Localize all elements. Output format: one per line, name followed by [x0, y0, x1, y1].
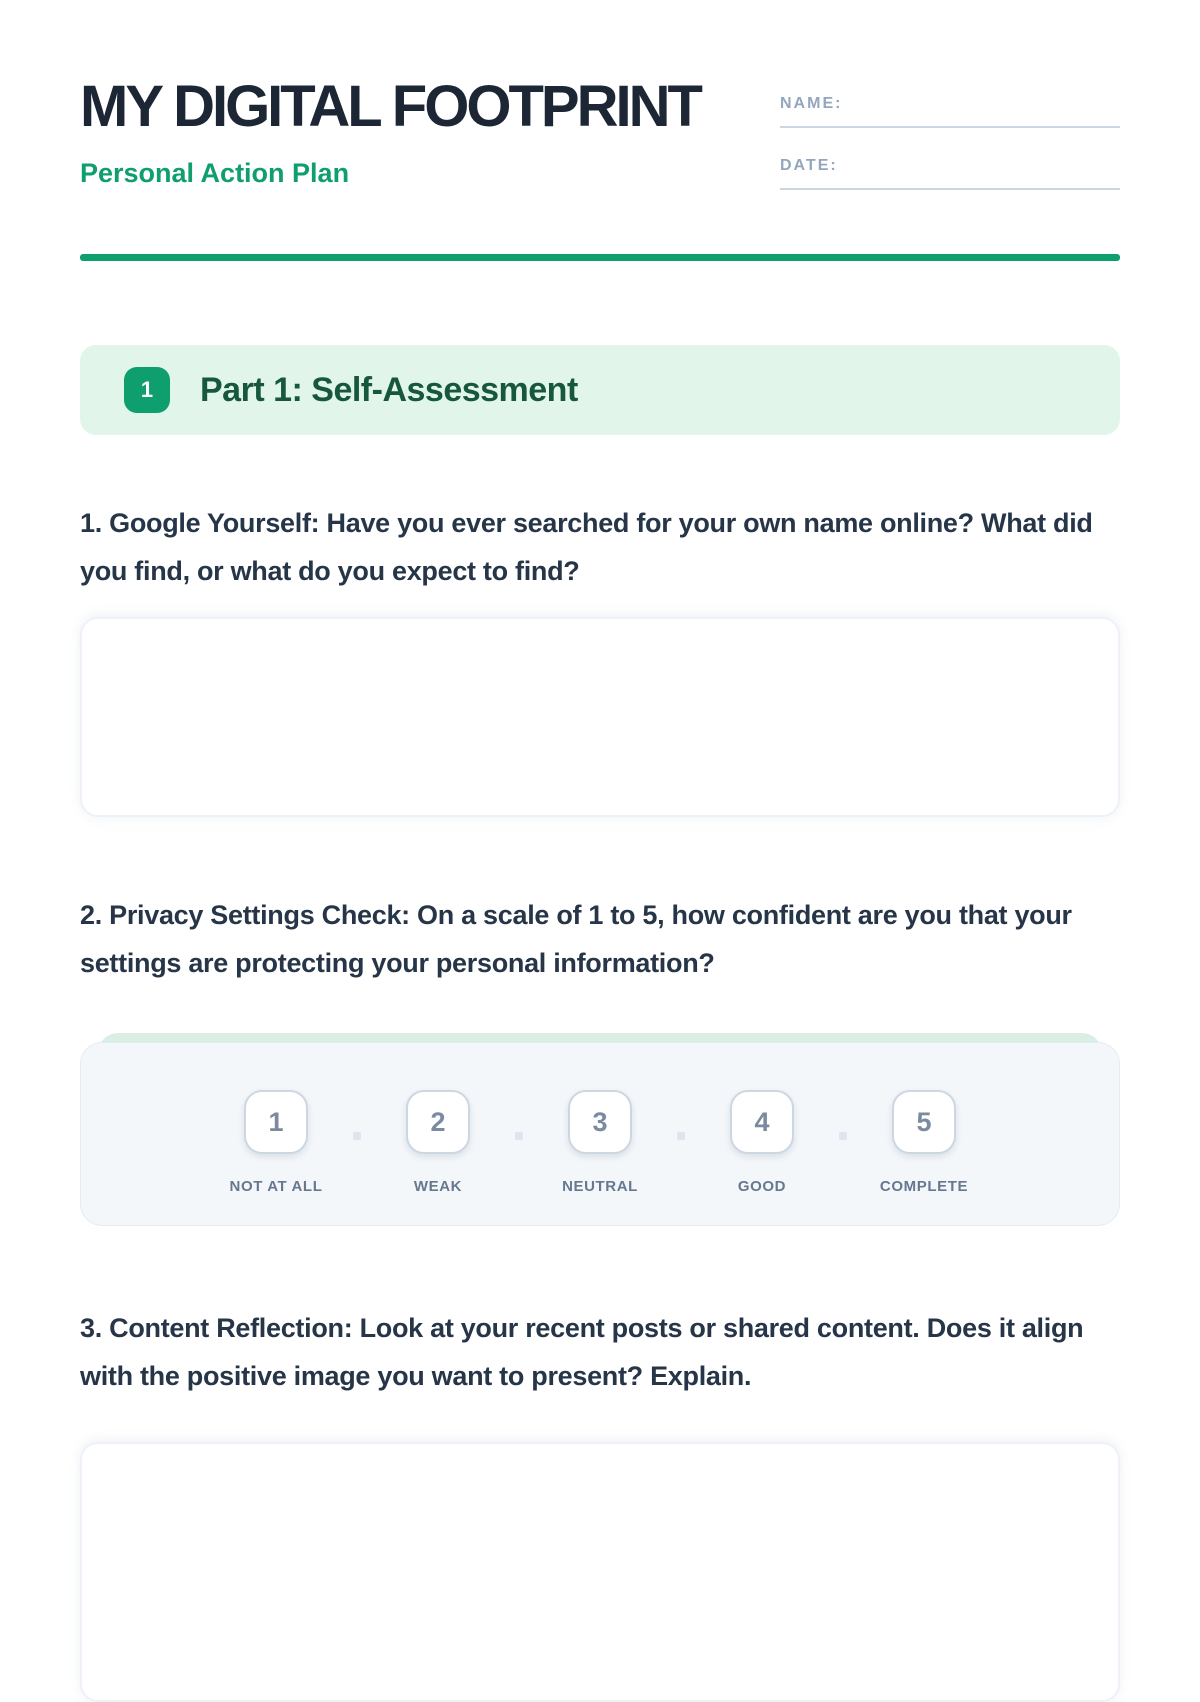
rating-button-3[interactable]: 3	[568, 1090, 632, 1154]
page-subtitle: Personal Action Plan	[80, 158, 350, 188]
question-1-text: 1. Google Yourself: Have you ever searched for your own name online? What did you find, or what do you expect to find?	[80, 508, 1093, 586]
rating-separator-dot	[677, 1132, 685, 1140]
header	[80, 74, 1120, 214]
page-title: MY DIGITAL FOOTPRINT	[80, 74, 700, 139]
rating-label-1: NOT AT ALL	[229, 1178, 323, 1195]
name-label: NAME:	[780, 95, 843, 112]
section-number-badge: 1	[124, 367, 170, 413]
rating-scale	[80, 1033, 1120, 1226]
section-title: Part 1: Self-Assessment	[200, 370, 578, 409]
rating-labels-row	[81, 1178, 1119, 1195]
name-input[interactable]	[852, 90, 1120, 108]
rating-button-5[interactable]: 5	[892, 1090, 956, 1154]
rating-scale-card	[80, 1042, 1120, 1226]
rating-separator-dot	[839, 1132, 847, 1140]
rating-buttons-row	[81, 1043, 1119, 1154]
date-label: DATE:	[780, 157, 838, 174]
header-divider	[80, 254, 1120, 261]
question-3-answer-box[interactable]	[80, 1442, 1120, 1702]
rating-label-3: NEUTRAL	[562, 1178, 638, 1195]
rating-label-5: COMPLETE	[879, 1178, 969, 1195]
rating-button-2[interactable]: 2	[406, 1090, 470, 1154]
rating-separator-dot	[353, 1132, 361, 1140]
rating-button-4[interactable]: 4	[730, 1090, 794, 1154]
header-fields	[780, 78, 1120, 214]
rating-button-1[interactable]: 1	[244, 1090, 308, 1154]
date-input[interactable]	[848, 152, 1120, 170]
question-3-text: 3. Content Reflection: Look at your recent posts or shared content. Does it align with the positive image you want to present? Explain.	[80, 1313, 1084, 1391]
rating-label-2: WEAK	[413, 1178, 463, 1195]
header-titles	[80, 74, 700, 189]
section-header-part1	[80, 345, 1120, 435]
name-field[interactable]	[780, 90, 1120, 128]
question-2-text: 2. Privacy Settings Check: On a scale of 1 to 5, how confident are you that your settings are protecting your personal information?	[80, 900, 1072, 978]
rating-label-4: GOOD	[737, 1178, 787, 1195]
question-1-answer-box[interactable]	[80, 617, 1120, 817]
date-field[interactable]	[780, 152, 1120, 190]
rating-separator-dot	[515, 1132, 523, 1140]
